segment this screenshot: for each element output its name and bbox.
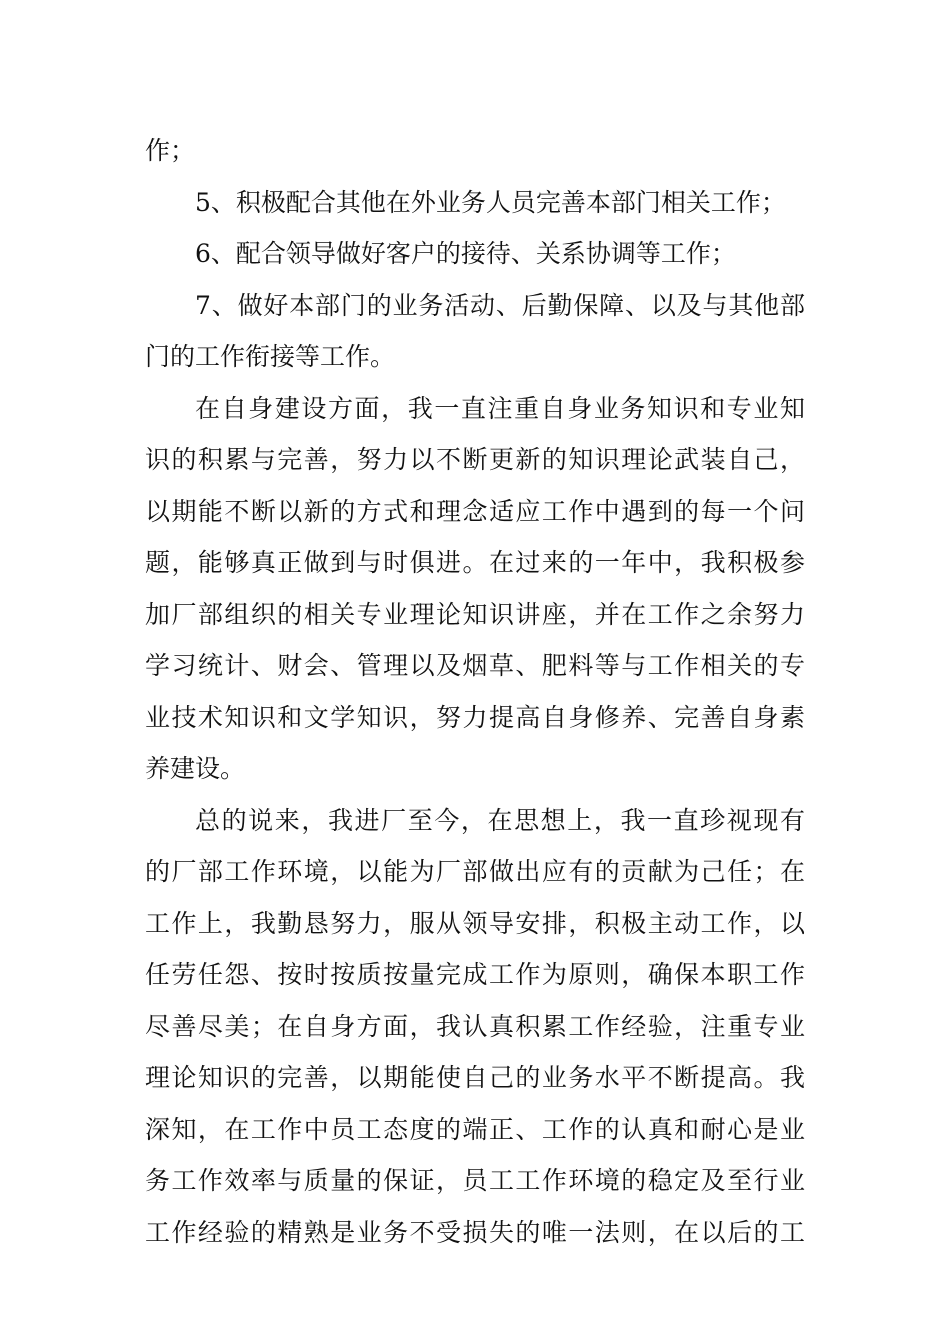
text-line: 任劳任怨、按时按质按量完成工作为原则，确保本职工作 (145, 960, 805, 989)
document-body (145, 125, 805, 1258)
text-line: 作； (145, 136, 196, 165)
text-line: 养建设。 (145, 754, 246, 783)
text-line: 总的说来，我进厂至今，在思想上，我一直珍视现有 (195, 805, 805, 835)
text-line: 学习统计、财会、管理以及烟草、肥料等与工作相关的专 (145, 651, 805, 680)
text-line: 5、积极配合其他在外业务人员完善本部门相关工作； (195, 187, 786, 217)
text-line: 在自身建设方面，我一直注重自身业务知识和专业知 (195, 393, 805, 423)
text-line: 工作上，我勤恳努力，服从领导安排，积极主动工作，以 (145, 908, 805, 938)
text-line: 识的积累与完善，努力以不断更新的知识理论武装自己， (145, 445, 805, 474)
text-line: 深知，在工作中员工态度的端正、工作的认真和耐心是业 (145, 1114, 805, 1144)
text-line: 加厂部组织的相关专业理论知识讲座，并在工作之余努力 (145, 599, 805, 629)
text-line: 务工作效率与质量的保证，员工工作环境的稳定及至行业 (145, 1166, 805, 1195)
text-line: 门的工作衔接等工作。 (145, 342, 396, 371)
text-line: 的厂部工作环境，以能为厂部做出应有的贡献为己任；在 (145, 857, 805, 886)
text-line: 理论知识的完善，以期能使自己的业务水平不断提高。我 (145, 1063, 805, 1092)
text-line: 尽善尽美；在自身方面，我认真积累工作经验，注重专业 (145, 1011, 805, 1041)
text-line: 以期能不断以新的方式和理念适应工作中遇到的每一个问 (145, 496, 805, 526)
text-line: 业技术知识和文学知识，努力提高自身修养、完善自身素 (145, 702, 805, 732)
text-line: 6、配合领导做好客户的接待、关系协调等工作； (195, 239, 736, 268)
text-line: 题，能够真正做到与时俱进。在过来的一年中，我积极参 (145, 548, 805, 577)
text-line: 7、做好本部门的业务活动、后勤保障、以及与其他部 (195, 290, 805, 320)
text-line: 工作经验的精熟是业务不受损失的唯一法则，在以后的工 (145, 1217, 805, 1247)
